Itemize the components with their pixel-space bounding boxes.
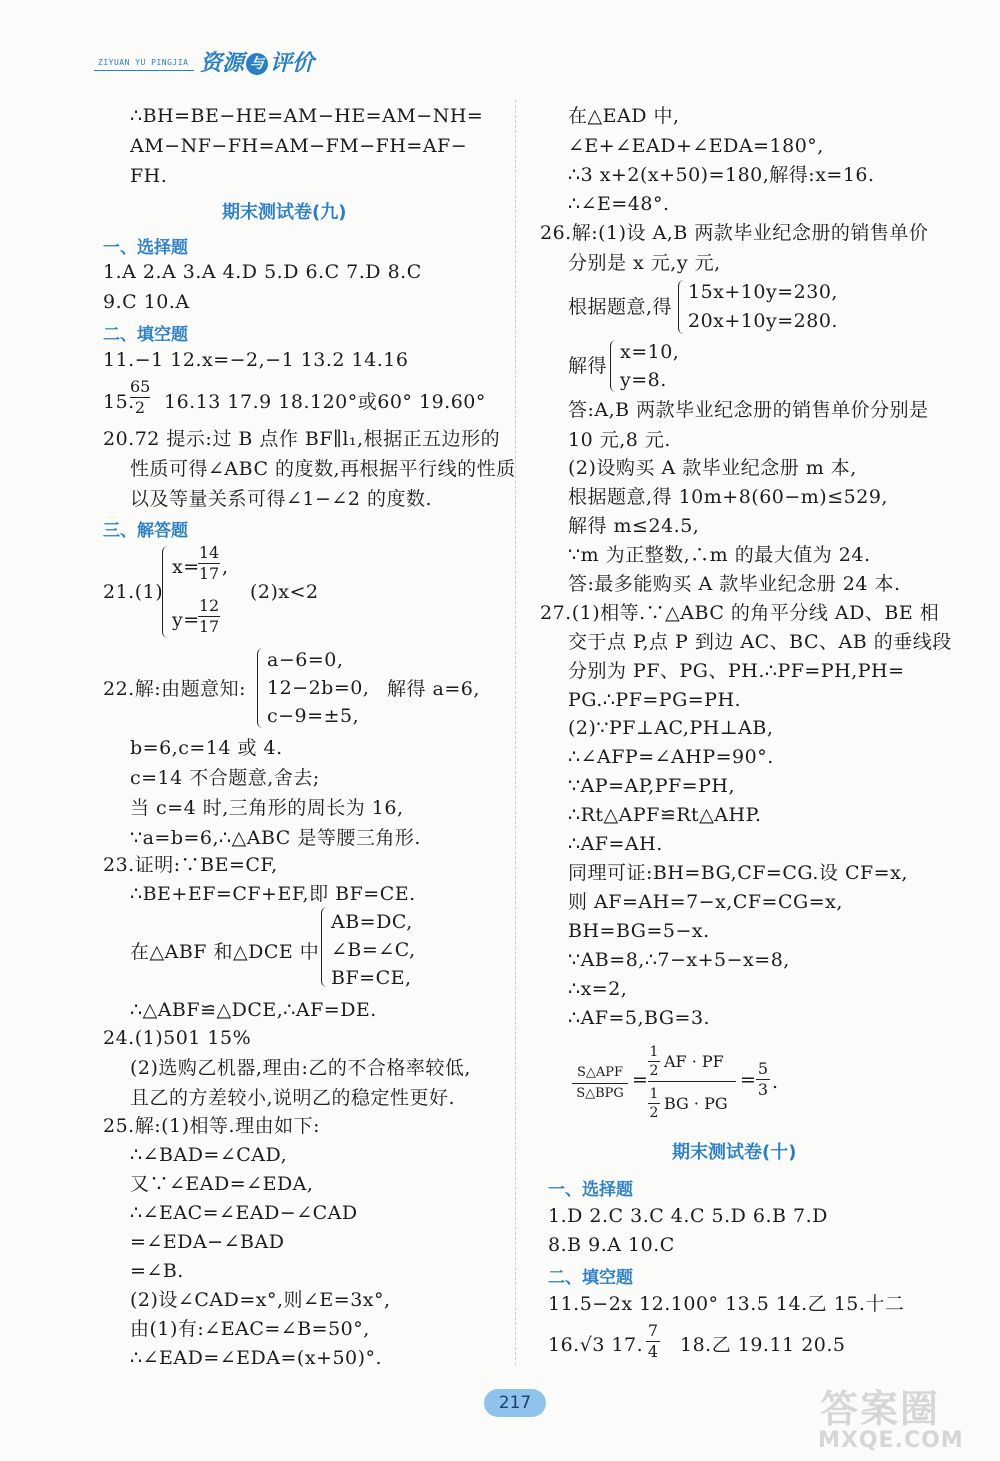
equals-sign: = (740, 1069, 757, 1091)
system-brace (610, 340, 619, 392)
equals-sign: = (632, 1069, 649, 1091)
text-line: ∴3 x+2(x+50)=180,解得:x=16. (568, 164, 875, 186)
text-line: x= (172, 556, 200, 578)
fraction-numerator: 65 (130, 377, 151, 396)
half-fraction (648, 1044, 660, 1079)
half-fraction (648, 1086, 660, 1121)
text-line: 15. (103, 391, 135, 413)
fraction-denominator: 2 (649, 1063, 659, 1079)
text-line: ∴AF=5,BG=3. (568, 1007, 711, 1029)
text-line: 解得 (568, 355, 608, 377)
text-line: 16.13 17.9 18.120°或60° 19.60° (164, 391, 486, 413)
text-line: 1.A 2.A 3.A 4.D 5.D 6.C 7.D 8.C (103, 261, 422, 283)
system-brace (678, 280, 687, 334)
text-line: 24.(1)501 15% (103, 1027, 252, 1049)
text-line: 15x+10y=230, (688, 281, 838, 303)
header-yu: 与 (246, 53, 268, 75)
system-brace (257, 648, 266, 728)
text-line: (2)选购乙机器,理由:乙的不合格率较低, (130, 1057, 471, 1079)
text-line: FH. (130, 165, 168, 187)
text-line: 交于点 P,点 P 到边 AC、BC、AB 的垂线段 (568, 631, 952, 653)
fraction-numerator: S△APF (576, 1065, 624, 1080)
area-ratio-expression (648, 1044, 738, 1124)
text-line: PG.∴PF=PG=PH. (568, 689, 742, 711)
fraction-65-2 (130, 378, 150, 417)
text-line: ∴△ABF≌△DCE,∴AF=DE. (130, 999, 377, 1021)
text-line: ∵AP=AP,PF=PH, (568, 775, 735, 797)
text-line: ∴∠EAD=∠EDA=(x+50)°. (130, 1347, 383, 1369)
text-line: BG · PG (664, 1094, 728, 1113)
fraction-numerator: 14 (198, 543, 220, 562)
text-line: ∴∠E=48°. (568, 193, 670, 215)
heading-choice: 一、选择题 (103, 238, 188, 258)
text-line: (2)∵PF⊥AC,PH⊥AB, (568, 717, 774, 739)
fraction-bar (648, 1103, 660, 1104)
text-line: ∴AF=AH. (568, 833, 663, 855)
text-line: ∴∠EAC=∠EAD−∠CAD (130, 1202, 358, 1224)
text-line: 18.乙 19.11 20.5 (680, 1334, 846, 1356)
text-line: , (222, 556, 229, 578)
text-line: 答:最多能购买 A 款毕业纪念册 24 本. (568, 573, 901, 595)
text-line: AM−NF−FH=AM−FM−FH=AF− (130, 135, 468, 157)
text-line: 根据题意,得 (568, 296, 673, 318)
header-brand-1: 资源 (200, 51, 245, 76)
text-line: 8.B 9.A 10.C (548, 1234, 675, 1256)
text-line: 27.(1)相等.∵△ABC 的角平分线 AD、BE 相 (540, 602, 940, 624)
text-line: 10 元,8 元. (568, 429, 671, 451)
fraction-numerator: 7 (647, 1321, 659, 1340)
text-line: c−9=±5, (267, 705, 360, 727)
text-line: 20x+10y=280. (688, 310, 838, 332)
text-line: BF=CE, (331, 967, 412, 989)
text-line: BH=BG=5−x. (568, 920, 710, 942)
text-line: 且乙的方差较小,说明乙的稳定性更好. (130, 1087, 456, 1109)
watermark-logo: 答案圈 (820, 1387, 941, 1431)
text-line: . (772, 1071, 779, 1093)
text-line: 11.−1 12.x=−2,−1 13.2 14.16 (103, 349, 409, 371)
header-brand (200, 46, 314, 77)
text-line: ∵m 为正整数,∴m 的最大值为 24. (568, 544, 871, 566)
fraction-denominator: 4 (647, 1342, 659, 1361)
text-line: y=8. (620, 369, 667, 391)
text-line: ∴BH=BE−HE=AM−HE=AM−NH= (130, 105, 484, 127)
text-line: 20.72 提示:过 B 点作 BF∥l₁,根据正五边形的 (103, 428, 501, 450)
text-line: =∠EDA−∠BAD (130, 1231, 285, 1253)
text-line: 25.解:(1)相等.理由如下: (103, 1115, 320, 1137)
header-arrow-icon (94, 70, 194, 71)
text-line: (2)x<2 (250, 581, 319, 603)
text-line: 22.解:由题意知: (103, 678, 247, 700)
heading-fill-2: 二、填空题 (548, 1268, 633, 1288)
text-line: 根据题意,得 10m+8(60−m)≤529, (568, 486, 888, 508)
fraction-bar (648, 1061, 660, 1062)
heading-choice-2: 一、选择题 (548, 1180, 633, 1200)
text-line: 在△ABF 和△DCE 中 (130, 941, 320, 963)
text-line: 26.解:(1)设 A,B 两款毕业纪念册的销售单价 (540, 222, 929, 244)
text-line: 分别为 PF、PG、PH.∴PF=PH,PH= (568, 660, 905, 682)
text-line: 又∵∠EAD=∠EDA, (130, 1173, 314, 1195)
text-line: c=14 不合题意,舍去; (130, 767, 320, 789)
text-line: 解得 a=6, (387, 678, 480, 700)
text-line: AB=DC, (331, 911, 413, 933)
heading-fill: 二、填空题 (103, 325, 188, 345)
text-line: 同理可证:BH=BG,CF=CG.设 CF=x, (568, 862, 908, 884)
text-line: 分别是 x 元,y 元, (568, 252, 721, 274)
system-brace (321, 907, 330, 987)
text-line: ∠B=∠C, (331, 939, 416, 961)
header-pinyin: ZIYUAN YU PINGJIA (98, 58, 189, 67)
fraction-denominator: 17 (198, 617, 220, 636)
fraction-denominator: 2 (134, 398, 146, 417)
fraction-7-4 (646, 1322, 660, 1361)
text-line: 21.(1) (103, 581, 164, 603)
text-line: 1.D 2.C 3.C 4.C 5.D 6.B 7.D (548, 1205, 828, 1227)
text-line: ∴x=2, (568, 978, 628, 1000)
header-brand-2: 评价 (270, 51, 315, 76)
text-line: 解得 m≤24.5, (568, 515, 700, 537)
text-line: ∵AB=8,∴7−x+5−x=8, (568, 949, 790, 971)
text-line: b=6,c=14 或 4. (130, 737, 283, 759)
text-line: =∠B. (130, 1260, 184, 1282)
column-divider (515, 100, 516, 1365)
text-line: ∠E+∠EAD+∠EDA=180°, (568, 135, 824, 157)
text-line: 23.证明:∵BE=CF, (103, 854, 278, 876)
fraction-denominator: S△BPG (576, 1086, 624, 1101)
header-banner (92, 44, 342, 78)
fraction-5-3 (756, 1060, 770, 1099)
fraction-denominator: 17 (198, 564, 220, 583)
fraction-bar (648, 1081, 736, 1082)
text-line: ∴∠AFP=∠AHP=90°. (568, 746, 774, 768)
fraction-denominator: 3 (757, 1080, 769, 1099)
section-title-exam-9: 期末测试卷(九) (222, 202, 347, 223)
text-line: ∴Rt△APF≌Rt△AHP. (568, 804, 762, 826)
text-line: (2)设∠CAD=x°,则∠E=3x°, (130, 1289, 391, 1311)
fraction-denominator: 2 (649, 1105, 659, 1121)
fraction-14-17 (198, 544, 220, 583)
text-line: 9.C 10.A (103, 291, 190, 313)
text-line: AF · PF (664, 1052, 724, 1071)
text-line: a−6=0, (267, 649, 344, 671)
text-line: 12−2b=0, (267, 677, 370, 699)
text-line: x=10, (620, 341, 680, 363)
text-line: 11.5−2x 12.100° 13.5 14.乙 15.十二 (548, 1293, 905, 1315)
text-line: y= (172, 609, 200, 631)
text-line: ∵a=b=6,∴△ABC 是等腰三角形. (130, 827, 421, 849)
text-line: 则 AF=AH=7−x,CF=CG=x, (568, 891, 843, 913)
fraction-numerator: 1 (649, 1044, 659, 1060)
area-ratio-fraction (572, 1064, 628, 1103)
page-number-badge: 217 (484, 1389, 546, 1417)
text-line: (2)设购买 A 款毕业纪念册 m 本, (568, 457, 857, 479)
section-title-exam-10: 期末测试卷(十) (672, 1142, 797, 1163)
fraction-bar (572, 1083, 628, 1084)
fraction-numerator: 1 (649, 1086, 659, 1102)
text-line: 在△EAD 中, (568, 105, 680, 127)
text-line: 16.√3 17. (548, 1334, 644, 1356)
text-line: 由(1)有:∠EAC=∠B=50°, (130, 1318, 370, 1340)
heading-answers: 三、解答题 (103, 521, 188, 541)
text-line: 以及等量关系可得∠1−∠2 的度数. (130, 488, 433, 510)
system-brace (162, 546, 171, 638)
fraction-numerator: 5 (757, 1059, 769, 1078)
text-line: 当 c=4 时,三角形的周长为 16, (130, 797, 404, 819)
text-line: 答:A,B 两款毕业纪念册的销售单价分别是 (568, 399, 929, 421)
fraction-numerator: 12 (198, 596, 220, 615)
text-line: ∴BE+EF=CF+EF,即 BF=CE. (130, 883, 416, 905)
text-line: ∴∠BAD=∠CAD, (130, 1144, 288, 1166)
text-line: 性质可得∠ABC 的度数,再根据平行线的性质 (130, 458, 516, 480)
watermark-url: MXQE.COM (818, 1428, 964, 1453)
fraction-12-17 (198, 597, 220, 636)
